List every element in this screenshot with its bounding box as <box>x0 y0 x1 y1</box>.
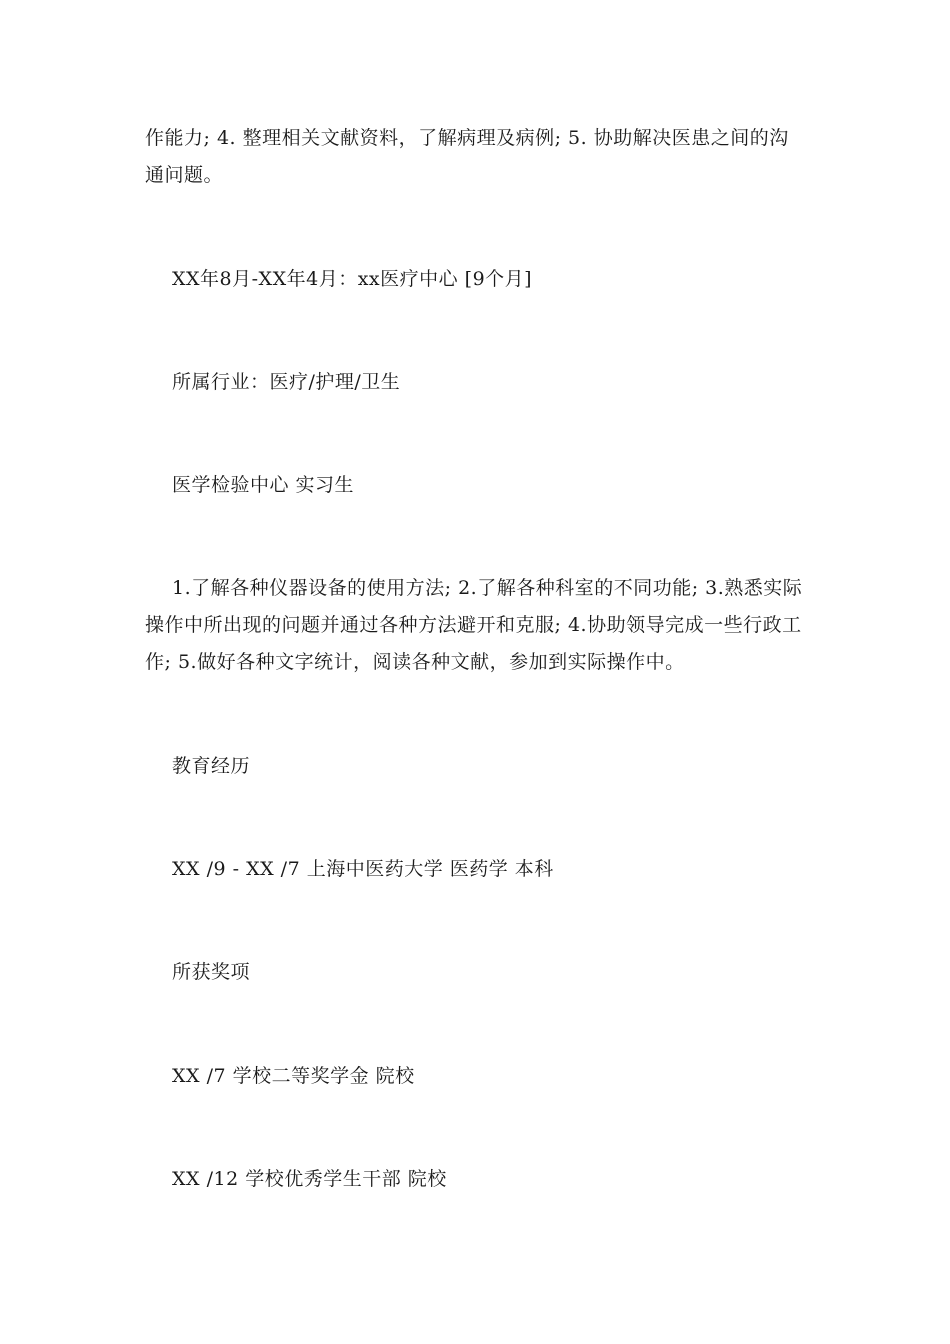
internship-industry: 所属行业：医疗/护理/卫生 <box>172 371 401 393</box>
education-heading: 教育经历 <box>172 755 251 777</box>
awards-heading: 所获奖项 <box>172 961 251 983</box>
internship-duties-line-3: 作; 5.做好各种文字统计，阅读各种文献，参加到实际操作中。 <box>145 651 685 673</box>
internship-position: 医学检验中心 实习生 <box>172 474 355 496</box>
duties-continued-line-2: 通问题。 <box>145 164 224 186</box>
internship-duties-line-1: 1.了解各种仪器设备的使用方法; 2.了解各种科室的不同功能; 3.熟悉实际 <box>172 577 803 599</box>
award-item: XX /7 学校二等奖学金 院校 <box>172 1065 415 1087</box>
education-entry: XX /9 - XX /7 上海中医药大学 医药学 本科 <box>172 858 554 880</box>
award-item: XX /12 学校优秀学生干部 院校 <box>172 1168 447 1190</box>
internship-duties-line-2: 操作中所出现的问题并通过各种方法避开和克服; 4.协助领导完成一些行政工 <box>145 614 802 636</box>
duties-continued-line-1: 作能力; 4. 整理相关文献资料，了解病理及病例; 5. 协助解决医患之间的沟 <box>145 127 789 149</box>
internship-period: XX年8月-XX年4月：xx医疗中心 [9个月] <box>172 268 533 290</box>
